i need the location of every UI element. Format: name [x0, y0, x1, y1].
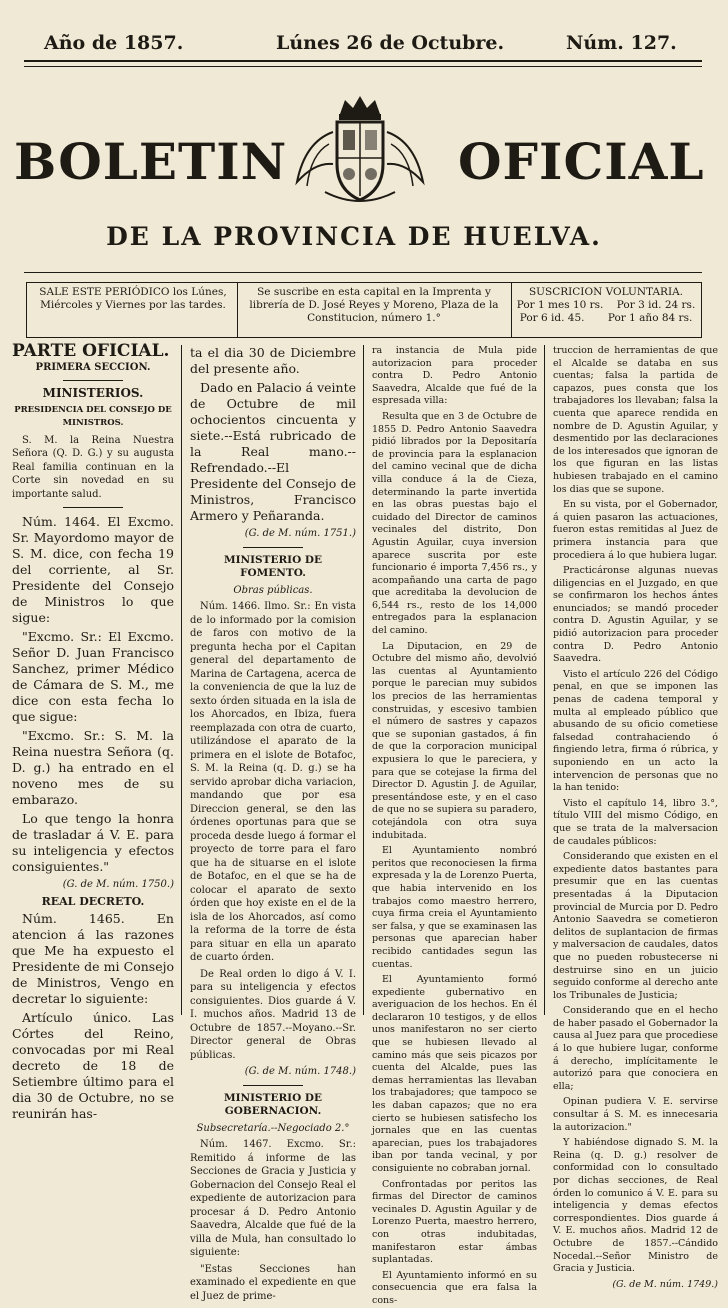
presidencia-heading: PRESIDENCIA DEL CONSEJO DE MINISTROS.: [14, 404, 172, 428]
opinan-paragraph: Opinan pudiera V. E. servirse consultar á S. M. es innecesaria la autorizacion.": [553, 1096, 718, 1133]
diligencias-paragraph: Practicáronse algunas nuevas diligencias en el Juzgado, en que se confirmaron los hechos ántes enunciados; se mandó proceder contra D. Agustin Aguilar, y se pidió autorizacion para proceder contra D. Pedro Antonio Saavedra.: [553, 565, 718, 665]
column-3: [372, 345, 537, 1306]
obras-publicas-subheading: Obras públicas.: [233, 584, 313, 596]
decree-signature: Dado en Palacio á veinte de Octubre de mil ochocientos cincuenta y siete.--Está rubricado de la Real mano.--Refrendado.--El Presidente del Consejo de Ministros, Francisco Armero y Peñaranda.: [190, 380, 356, 523]
paragraph-1465: Núm. 1465. En atencion á las razones que Me ha expuesto el Presidente de mi Consejo de Ministros, Vengo en decretar lo siguiente:: [12, 911, 174, 1006]
paragraph-1464: Núm. 1464. El Excmo. Sr. Mayordomo mayor de S. M. dice, con fecha 19 del corriente, al Sr. Presidente del Consejo de Ministros lo que sigue:: [12, 514, 174, 625]
subscription-place: Se suscribe en esta capital en la Imprenta y librería de D. José Reyes y Moreno, Plaza de la Constitucion, número 1.°: [249, 286, 499, 324]
gazette-ref-1749: (G. de M. núm. 1749.): [612, 1278, 718, 1290]
mula-continuation: ra instancia de Mula pide autorizacion para proceder contra D. Pedro Antonio Saavedra, Alcalde que fué de la espresada villa:: [372, 345, 537, 407]
fomento-heading: MINISTERIO DE FOMENTO.: [224, 553, 322, 579]
publication-schedule: SALE ESTE PERIÓDICO los Lúnes, Miércoles y Viernes por las tardes.: [39, 286, 227, 311]
paragraph-1466: Núm. 1466. Ilmo. Sr.: En vista de lo informado por la comision de faros con motivo de la pregunta hecha por el Capitan general del departamento de Marina de Cartagena, acerca de la conveniencia de que la luz de sexto órden situada en la isla de los Ahorcados, en Ibiza, fuera reemplazada con otra de cuarto, utilizándose el aparato de la primera en el islote de Botafoc, S. M. la Reina (q. D. g.) se ha servido aprobar dicha variacion, mandando que por esa Direccion general, se den las órdenes oportunas para que se proceda desde luego á formar el proyecto de torre para el faro que ha de situarse en el islote de Botafoc, en el que se ha de colocar el aparato de sexto órden que hoy existe en el de la isla de los Ahorcados, así como la reforma de la torre de ésta para situar en ella un aparato de cuarto órden.: [190, 601, 356, 963]
mula-peritos: El Ayuntamiento nombró peritos que reconociesen la firma expresada y la de Lorenzo Puerta, que habia intervenido en los trabajos como maestro herrero, cuya firma creia el Ayuntamiento ser falsa, y que se examinasen las personas que aparecian haber recibido cantidades segun las cuentas.: [372, 845, 537, 970]
column-1: [12, 341, 174, 1121]
paragraph-1467: Núm. 1467. Excmo. Sr.: Remitido á informe de las Secciones de Gracia y Justicia y Gobernacion del Consejo Real el expediente de autorizacion para procesar á D. Pedro Antonio Saavedra, Alcalde que fué de la villa de Mula, han consultado lo siguiente:: [190, 1139, 356, 1258]
subtitle-rule: [24, 272, 702, 273]
price-line-2: Por 6 id. 45. Por 1 año 84 rs.: [519, 312, 693, 324]
title-left: BOLETIN: [14, 132, 288, 191]
paragraph-1464-quote: "Excmo. Sr.: El Excmo. Señor D. Juan Francisco Sanchez, primer Médico de Cámara de S. M., me dice con esta fecha lo que sigue:: [12, 629, 174, 724]
mula-diputacion: La Diputacion, en 29 de Octubre del mismo año, devolvió las cuentas al Ayuntamiento porque le parecian muy subidos los precios de las herramientas construidas, y escesivo tambien el número de sastres y capazos que se suponian gastados, á fin de que la corporacion municipal expusiera lo que le pareciera, y para que se cotejase la firma del Director D. Agustin J. de Aguilar, presentándose este, y en el caso de que no se supiera su paradero, cotejándola con otra suya indubitada.: [372, 640, 537, 841]
articulo-226-paragraph: Visto el artículo 226 del Código penal, en que se imponen las penas de cadena temporal y multa al empleado público que abusando de su oficio cometiese falsedad contrahaciendo ó fingiendo letra, firma ó rúbrica, y suponiendo en un acto la intervencion de personas que no la han tenido:: [553, 668, 718, 794]
gazette-ref-1750: (G. de M. núm. 1750.): [62, 879, 174, 890]
paragraph-1464-quote-2: "Excmo. Sr.: S. M. la Reina nuestra Señora (q. D. g.) ha entrado en el noveno mes de su embarazo.: [12, 728, 174, 807]
mula-informe: El Ayuntamiento informó en su consecuencia que era falsa la cons-: [372, 1269, 537, 1306]
capitulo-14-paragraph: Visto el capítulo 14, libro 3.°, título VIII del mismo Código, en que se trata de la malversacion de caudales públicos:: [553, 797, 718, 847]
column-4: [553, 345, 718, 1290]
resolution-paragraph: Y habiéndose dignado S. M. la Reina (q. D. g.) resolver de conformidad con lo consultado por dichas secciones, de Real órden lo comunico á V. E. para su inteligencia y demas efectos correspondientes. Dios guarde á V. E. muchos años. Madrid 12 de Octubre de 1857.--Cándido Nocedal.--Señor Ministro de Gracia y Justicia.: [553, 1137, 718, 1275]
gazette-ref-1751: (G. de M. núm. 1751.): [244, 528, 356, 539]
province-subtitle: DE LA PROVINCIA DE HUELVA.: [106, 222, 602, 251]
negociado-subheading: Subsecretaría.--Negociado 2.°: [196, 1122, 350, 1134]
section-heading: PRIMERA SECCION.: [35, 361, 151, 373]
title-right: OFICIAL: [458, 132, 705, 191]
real-decreto-heading: REAL DECRETO.: [41, 894, 145, 908]
gazette-ref-1748: (G. de M. núm. 1748.): [244, 1066, 356, 1077]
paragraph-1467-quote: "Estas Secciones han examinado el expediente en que el Juez de prime-: [190, 1263, 356, 1302]
queen-health-paragraph: S. M. la Reina Nuestra Señora (Q. D. G.) y su augusta Real familia continuan en la Corte sin novedad en su importante salud.: [12, 434, 174, 500]
subscription-info-box: [26, 282, 702, 338]
gobernador-paragraph: En su vista, por el Gobernador, á quien pasaron las actuaciones, fueron estas remitidas al Juez de primera instancia para que procediera á lo que hubiera lugar.: [553, 499, 718, 561]
herramientas-continuation: truccion de herramientas de que el Alcalde se databa en sus cuentas; falsa la partida de capazos, pues consta que los trabajadores los llevaban; falsa la cuenta que aparece rendida en nombre de D. Agustin Aguilar, y desmentido por las declaraciones de los interesados que ignoran de los que figuran en las listas hubiesen trabajado en el camino los dias que se supone.: [553, 345, 718, 495]
year-label: Año de 1857.: [44, 32, 184, 54]
gobernacion-heading: MINISTERIO DE GOBERNACION.: [224, 1091, 322, 1117]
parte-oficial-heading: PARTE OFICIAL.: [12, 341, 170, 361]
top-rule: [24, 60, 702, 62]
mula-resulta: Resulta que en 3 de Octubre de 1855 D. Pedro Antonio Saavedra pidió librados por la Depositaría de provincia para la esplanacion del camino vecinal que de dicha villa conduce á la de Cieza, determinando la parte invertida en las obras puestas bajo el cuidado del Director de caminos vecinales del distrito, Don Agustin Aguilar, cuya inversion aparece suscrita por este funcionario é importa 7,456 rs., y acompañando una carta de pago que acreditaba la devolucion de 6,544 rs., resto de los 14,000 entregados para la esplanacion del camino.: [372, 410, 537, 637]
articulo-unico: Artículo único. Las Córtes del Reino, convocadas por mi Real decreto de 18 de Setiembre último para el dia 30 de Octubre, no se reunirán has-: [12, 1010, 174, 1121]
royal-coat-of-arms-icon: [285, 92, 435, 212]
mula-expediente: El Ayuntamiento formó expediente gubernativo en averiguacion de los hechos. En él declararon 10 testigos, y de ellos unos manifestaron no ser cierto que se hubiesen llevado al camino más que seis picazos por cuenta del Alcalde, pues las demas herramientas las llevaban los trabajadores; que tampoco se les daban capazos; que no era cierto se hubiesen satisfecho los jornales que en las cuentas aparecian, pues los trabajadores iban por tanda vecinal, y por consiguiente no cobraban jornal.: [372, 974, 537, 1174]
column-2: [190, 345, 356, 1302]
paragraph-1464-close: Lo que tengo la honra de trasladar á V. E. para su inteligencia y efectos consiguientes.": [12, 811, 174, 874]
issue-number: Núm. 127.: [566, 32, 677, 54]
voluntary-subscription-title: SUSCRICION VOLUNTARIA.: [528, 286, 684, 298]
date-label: Lúnes 26 de Octubre.: [276, 32, 505, 54]
mula-firmas: Confrontadas por peritos las firmas del Director de caminos vecinales D. Agustin Aguilar y de Lorenzo Puerta, maestro herrero, con otras indubitadas, manifestaron estar ámbas suplantadas.: [372, 1178, 537, 1266]
top-rule-thin: [24, 66, 702, 67]
decree-continuation: ta el dia 30 de Diciembre del presente año.: [190, 345, 356, 376]
price-line-1: Por 1 mes 10 rs. Por 3 id. 24 rs.: [516, 299, 696, 311]
considerando-2: Considerando que en el hecho de haber pasado el Gobernador la causa al Juez para que procediese á lo que hubiere lugar, conforme á derecho, implícitamente le autorizó para que conociera en ella;: [553, 1005, 718, 1092]
voluntary-subscription: [515, 286, 697, 325]
considerando-1: Considerando que existen en el expediente datos bastantes para presumir que en las cuentas presentadas á la Diputacion provincial de Murcia por D. Pedro Antonio Saavedra se cometieron delitos de suplantacion de firmas y malversacion de caudales, datos que no pueden robustecerse ni destruirse sino en un juicio seguido conforme al derecho ante los Tribunales de Justicia;: [553, 851, 718, 1001]
paragraph-1466-close: De Real orden lo digo á V. I. para su inteligencia y efectos consiguientes. Dios guarde á V. I. muchos años. Madrid 13 de Octubre de 1857.--Moyano.--Sr. Director general de Obras públicas.: [190, 968, 356, 1061]
ministerios-heading: MINISTERIOS.: [42, 386, 144, 400]
